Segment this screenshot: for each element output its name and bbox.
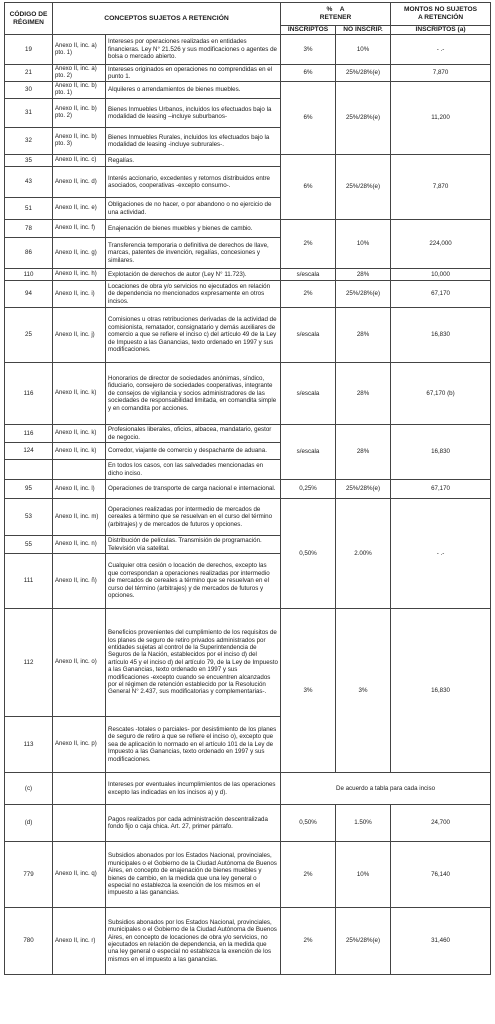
group-f-amount: 16,830 [391, 609, 491, 773]
row-concept: Intereses por operaciones realizadas en entidades financieras. Ley N° 21.526 y sus modificaciones o agentes de bolsa o mercado abierto. [106, 35, 281, 65]
header-amount-line2: A RETENCIÓN [417, 14, 464, 21]
row-reference: Anexo II, inc. r) [53, 908, 106, 975]
group-b-amount: 7,870 [391, 155, 491, 220]
row-concept: Distribución de películas. Transmisión de programación. Televisión vía satelital. [106, 536, 281, 554]
row-code: 78 [5, 220, 53, 238]
row-reference: Anexo II, inc. g) [53, 238, 106, 269]
header-registered [281, 26, 336, 35]
header-not-registered [336, 26, 391, 35]
row-concept: Locaciones de obra y/o servicios no ejecutados en relación de dependencia no mencionados expresamente en otros incisos. [106, 281, 281, 308]
table-row [5, 805, 491, 842]
row-concept: Intereses por eventuales incumplimientos de las operaciones excepto las indicadas en los incisos a) y d). [106, 773, 281, 805]
group-g-note: De acuerdo a tabla para cada inciso [281, 773, 491, 805]
header-concepts-label: CONCEPTOS SUJETOS A RETENCIÓN [104, 14, 229, 22]
row-amount: 16,830 [391, 308, 491, 363]
row-reference: Anexo II, inc. q) [53, 842, 106, 908]
group-d-rate-registered: s/escala [281, 425, 336, 480]
row-reference: Anexo II, inc. l) [53, 480, 106, 499]
row-code: 780 [5, 908, 53, 975]
row-concept: Profesionales liberales, oficios, albacea, mandatario, gestor de negocio. [106, 425, 281, 443]
row-rate-not-registered: 25%/28%(e) [336, 65, 391, 82]
row-concept: Honorarios de director de sociedades anónimas, síndico, fiduciario, consejero de sociedades cooperativas, integrante de consejos de vigilancia y socios administradores de las sociedades de responsabilidad limitada, en comandita simple y en comandita por acciones. [106, 363, 281, 425]
row-reference: Anexo II, inc. a) pto. 2) [53, 65, 106, 82]
header-percent-retain: RETENER [319, 14, 352, 21]
header-code [5, 3, 53, 35]
row-code: 51 [5, 198, 53, 220]
row-reference: Anexo II, inc. p) [53, 717, 106, 773]
row-concept: Alquileres o arrendamientos de bienes muebles. [106, 82, 281, 99]
row-concept: Transferencia temporaria o definitiva de derechos de llave, marcas, patentes de invención, regalías, concesiones y similares. [106, 238, 281, 269]
retention-table [4, 2, 491, 975]
row-rate-not-registered: 28% [336, 363, 391, 425]
row-code: 55 [5, 536, 53, 554]
row-amount: 67,170 [391, 281, 491, 308]
row-concept: Cualquier otra cesión o locación de derechos, excepto las que correspondan a operaciones realizadas por intermedio de mercados de cereales a término que se resuelvan en el curso del término (arbitrajes) y de mercados de futuros y opciones. [106, 554, 281, 609]
row-code: 21 [5, 65, 53, 82]
row-reference: Anexo II, inc. k) [53, 363, 106, 425]
group-e-amount: - .- [391, 499, 491, 609]
row-concept: Interés accionario, excedentes y retornos distribuidos entre asociados, cooperativas -excepto consumo-. [106, 167, 281, 198]
table-row [5, 155, 491, 167]
row-code: 35 [5, 155, 53, 167]
table-row [5, 269, 491, 281]
row-code: 116 [5, 425, 53, 443]
row-concept: Comisiones u otras retribuciones derivadas de la actividad de comisionista, rematador, consignatario y demás auxiliares de comercio a que se refiere el inciso c) del artículo 49 de la Ley de Impuesto a las Ganancias, texto ordenado en 1997 y sus modificaciones. [106, 308, 281, 363]
group-e-rate-registered: 0,50% [281, 499, 336, 609]
row-reference: Anexo II, inc. k) [53, 425, 106, 443]
group-e-rate-not-registered: 2.00% [336, 499, 391, 609]
header-amount-registered-label: INSCRIPTOS (a) [415, 26, 466, 34]
header-amount-registered [391, 26, 491, 35]
row-code: 779 [5, 842, 53, 908]
table-row [5, 425, 491, 443]
row-reference: Anexo II, inc. b) pto. 2) [53, 99, 106, 128]
header-percent [281, 3, 391, 26]
row-code: 111 [5, 554, 53, 609]
group-c-rate-registered: 2% [281, 220, 336, 269]
row-reference [53, 460, 106, 480]
table-row [5, 773, 491, 805]
header-not-registered-label: NO INSCRIP. [343, 26, 383, 34]
row-code: 43 [5, 167, 53, 198]
row-rate-not-registered: 10% [336, 842, 391, 908]
row-code: 113 [5, 717, 53, 773]
row-code: 19 [5, 35, 53, 65]
row-concept: Explotación de derechos de autor (Ley N° 11.723). [106, 269, 281, 281]
row-reference: Anexo II, inc. b) pto. 3) [53, 128, 106, 155]
group-c-rate-not-registered: 10% [336, 220, 391, 269]
row-code: 53 [5, 499, 53, 536]
row-amount: 67,170 [391, 480, 491, 499]
retention-table-page [4, 2, 490, 1015]
row-concept: En todos los casos, con las salvedades mencionadas en dicho inciso. [106, 460, 281, 480]
group-f-rate-not-registered: 3% [336, 609, 391, 773]
table-row [5, 220, 491, 238]
row-rate-registered: s/escala [281, 363, 336, 425]
group-a-amount: 11,200 [391, 82, 491, 155]
row-concept: Corredor, viajante de comercio y despachante de aduana. [106, 443, 281, 460]
table-row [5, 35, 491, 65]
row-rate-not-registered: 1.50% [336, 805, 391, 842]
table-row [5, 308, 491, 363]
row-concept: Bienes Inmuebles Urbanos, incluidos los efectuados bajo la modalidad de leasing –incluye suburbanos- [106, 99, 281, 128]
group-c-amount: 224,000 [391, 220, 491, 269]
row-reference: Anexo II, inc. e) [53, 198, 106, 220]
row-concept: Operaciones realizadas por intermedio de mercados de cereales a término que se resuelvan en el curso del término (arbitrajes) y de mercados de futuros y opciones. [106, 499, 281, 536]
row-reference: Anexo II, inc. a) pto. 1) [53, 35, 106, 65]
row-code: 86 [5, 238, 53, 269]
row-concept: Enajenación de bienes muebles y bienes de cambio. [106, 220, 281, 238]
row-reference: Anexo II, inc. n) [53, 536, 106, 554]
table-row [5, 908, 491, 975]
row-reference: Anexo II, inc. b) pto. 1) [53, 82, 106, 99]
row-code: 124 [5, 443, 53, 460]
group-f-rate-registered: 3% [281, 609, 336, 773]
table-row [5, 65, 491, 82]
row-reference [53, 773, 106, 805]
row-concept: Rescates -totales o parciales- por desistimiento de los planes de seguro de retiro a que se refiere el inciso o), excepto que sea de aplicación lo normado en el artículo 101 de la Ley de Impuesto a las Ganancias, texto ordenado en 1997 y sus modificaciones. [106, 717, 281, 773]
row-code: 30 [5, 82, 53, 99]
row-code: 112 [5, 609, 53, 717]
row-code: 94 [5, 281, 53, 308]
header-concepts [53, 3, 281, 35]
row-concept: Obligaciones de no hacer, o por abandono o no ejercicio de una actividad. [106, 198, 281, 220]
row-code: 110 [5, 269, 53, 281]
row-reference: Anexo II, inc. i) [53, 281, 106, 308]
group-a-rate-not-registered: 25%/28%(e) [336, 82, 391, 155]
table-row [5, 82, 491, 99]
row-reference: Anexo II, inc. o) [53, 609, 106, 717]
header-amount [391, 3, 491, 26]
row-rate-not-registered: 28% [336, 308, 391, 363]
row-amount: - .- [391, 35, 491, 65]
row-reference: Anexo II, inc. k) [53, 443, 106, 460]
row-rate-not-registered: 25%/28%(e) [336, 908, 391, 975]
group-b-rate-registered: 6% [281, 155, 336, 220]
row-rate-registered: 0,25% [281, 480, 336, 499]
row-reference: Anexo II, inc. ñ) [53, 554, 106, 609]
group-d-rate-not-registered: 28% [336, 425, 391, 480]
header-amount-line1: MONTOS NO SUJETOS [404, 6, 478, 14]
row-rate-registered: 2% [281, 842, 336, 908]
table-row [5, 499, 491, 536]
header-code-label: CÓDIGO DE RÉGIMEN [9, 10, 48, 26]
row-concept: Subsidios abonados por los Estados Nacional, provinciales, municipales o el Gobierno de la Ciudad Autónoma de Buenos Aires, en concepto de enajenación de bienes muebles y bienes de cambio, en la medida que una ley general o especial no establezca la exención de los mismos en el impuesto a las ganancias. [106, 842, 281, 908]
table-row [5, 281, 491, 308]
row-code [5, 460, 53, 480]
table-row [5, 842, 491, 908]
row-code: 25 [5, 308, 53, 363]
row-code: 95 [5, 480, 53, 499]
row-concept: Beneficios provenientes del cumplimiento de los requisitos de los planes de seguro de retiro privados administrados por entidades sujetas al control de la Superintendencia de Seguros de la Nación, establecidos por el inciso d) del artículo 45 y el inciso d) del artículo 79, de la Ley de Impuesto a las Ganancias, texto ordenado en 1997 y sus modificaciones -excepto cuando se encuentren alcanzados por el régimen de retención establecido por la Resolución General N° 2.437, sus modificatorias y complementarias-. [106, 609, 281, 717]
table-row [5, 363, 491, 425]
row-code: 116 [5, 363, 53, 425]
row-code: (c) [5, 773, 53, 805]
row-rate-not-registered: 10% [336, 35, 391, 65]
row-concept: Pagos realizados por cada administración descentralizada fondo fijo o caja chica. Art. 27, primer párrafo. [106, 805, 281, 842]
row-concept: Intereses originados en operaciones no comprendidas en el punto 1. [106, 65, 281, 82]
row-reference: Anexo II, inc. c) [53, 155, 106, 167]
row-amount: 67,170 (b) [391, 363, 491, 425]
row-concept: Subsidios abonados por los Estados Nacional, provinciales, municipales o el Gobierno de la Ciudad Autónoma de Buenos Aires, en concepto de locaciones de obra y/o servicios, no ejecutados en relación de dependencia, en la medida que una ley general o especial no establezca la exención de los mismos en el impuesto a las ganancias. [106, 908, 281, 975]
row-code: (d) [5, 805, 53, 842]
header-percent-a: A [339, 6, 345, 14]
row-reference: Anexo II, inc. j) [53, 308, 106, 363]
row-rate-not-registered: 28% [336, 269, 391, 281]
row-rate-registered: s/escala [281, 269, 336, 281]
row-rate-registered: 0,50% [281, 805, 336, 842]
row-amount: 76,140 [391, 842, 491, 908]
group-b-rate-not-registered: 25%/28%(e) [336, 155, 391, 220]
row-amount: 7,870 [391, 65, 491, 82]
header-percent-symbol: % [326, 6, 333, 14]
row-concept: Regalías. [106, 155, 281, 167]
row-concept: Bienes Inmuebles Rurales, incluidos los efectuados bajo la modalidad de leasing -incluye subrurales-. [106, 128, 281, 155]
group-d-amount: 16,830 [391, 425, 491, 480]
row-rate-registered: 2% [281, 281, 336, 308]
table-row [5, 609, 491, 717]
row-concept: Operaciones de transporte de carga nacional e internacional. [106, 480, 281, 499]
row-reference [53, 805, 106, 842]
row-code: 32 [5, 128, 53, 155]
row-rate-not-registered: 25%/28%(e) [336, 480, 391, 499]
row-rate-not-registered: 25%/28%(e) [336, 281, 391, 308]
row-code: 31 [5, 99, 53, 128]
row-amount: 10,000 [391, 269, 491, 281]
row-reference: Anexo II, inc. h) [53, 269, 106, 281]
table-row [5, 480, 491, 499]
row-reference: Anexo II, inc. d) [53, 167, 106, 198]
group-a-rate-registered: 6% [281, 82, 336, 155]
row-rate-registered: s/escala [281, 308, 336, 363]
row-amount: 31,460 [391, 908, 491, 975]
header-registered-label: INSCRIPTOS [287, 26, 329, 34]
row-rate-registered: 3% [281, 35, 336, 65]
row-amount: 24,700 [391, 805, 491, 842]
row-reference: Anexo II, inc. f) [53, 220, 106, 238]
row-rate-registered: 6% [281, 65, 336, 82]
row-reference: Anexo II, inc. m) [53, 499, 106, 536]
row-rate-registered: 2% [281, 908, 336, 975]
